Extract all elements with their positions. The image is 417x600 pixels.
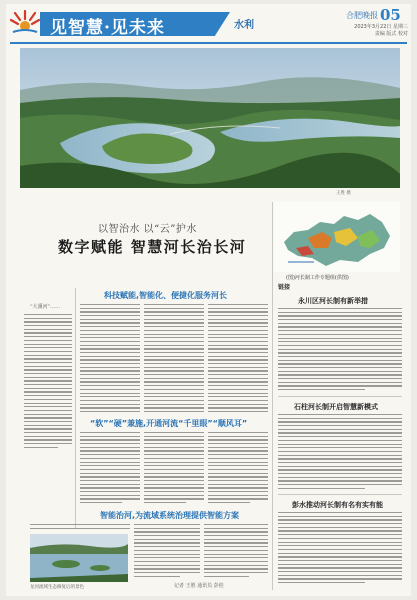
section-heading-1: 科技赋能,智能化、便捷化服务河长 [104,291,228,300]
meta-date: 2023年3月22日 星期三 [354,24,408,30]
right-article-3 [278,512,402,586]
pull-quote [30,304,72,312]
section-2-col-3 [208,432,268,506]
section-heading-2: “软”“硬”兼施,开通河流“千里眼”“顺风耳” [90,419,248,428]
masthead-title: 见智慧·见未来 [50,18,165,38]
right-divider-2 [278,494,402,495]
paper-name: 合肥晚报 [346,11,378,20]
column-rule-right [272,202,273,590]
river-photo [30,534,128,582]
section-2-col-2 [144,432,204,506]
masthead-meta [324,24,408,38]
headline-title: 数字赋能 智慧河长治长河 [58,238,247,256]
section-1-col-3 [208,304,268,415]
river-map-graphic [274,202,400,272]
right-article-1 [278,308,402,393]
column-rule-left [75,288,76,528]
hero-caption: 王胜 摄 [336,191,351,196]
byline: 记者 王胜 通讯员 彭桂 [174,583,224,589]
link-tag: 链接 [278,284,291,291]
section-1-col-2 [144,304,204,415]
map-caption: (图)河长制工作专题组(供图) [286,275,349,281]
section-3-col-3 [204,524,268,579]
sun-logo-icon [10,8,40,38]
hero-photo [20,48,400,188]
right-divider-1 [278,396,402,397]
river-photo-caption: 龙河流域生态修复后的景色 [30,585,84,590]
masthead [6,4,411,44]
section-3-col-2 [134,524,200,579]
page-number: 05 [380,6,401,24]
section-label: 水利 [234,20,254,31]
pull-quote-text: “大溪河”…… [30,304,61,310]
masthead-rule [10,42,407,44]
right-heading-1: 永川区河长制有新举措 [298,297,368,305]
right-heading-3: 彭水推动河长制有名有实有能 [292,501,383,509]
section-3-col-1 [30,524,130,532]
newspaper-page [6,4,411,596]
section-1-col-1 [80,304,140,415]
headline-kicker: 以智治水 以“云”护水 [98,224,197,235]
section-heading-3: 智能治河,为流域系统治理提供智能方案 [100,511,240,520]
right-article-2 [278,414,402,491]
meta-editors: 责编 版式 校对 [374,31,408,37]
right-heading-2: 石柱河长制开启智慧新模式 [294,403,378,411]
section-2-col-1 [80,432,140,506]
pull-quote-body [24,314,72,450]
